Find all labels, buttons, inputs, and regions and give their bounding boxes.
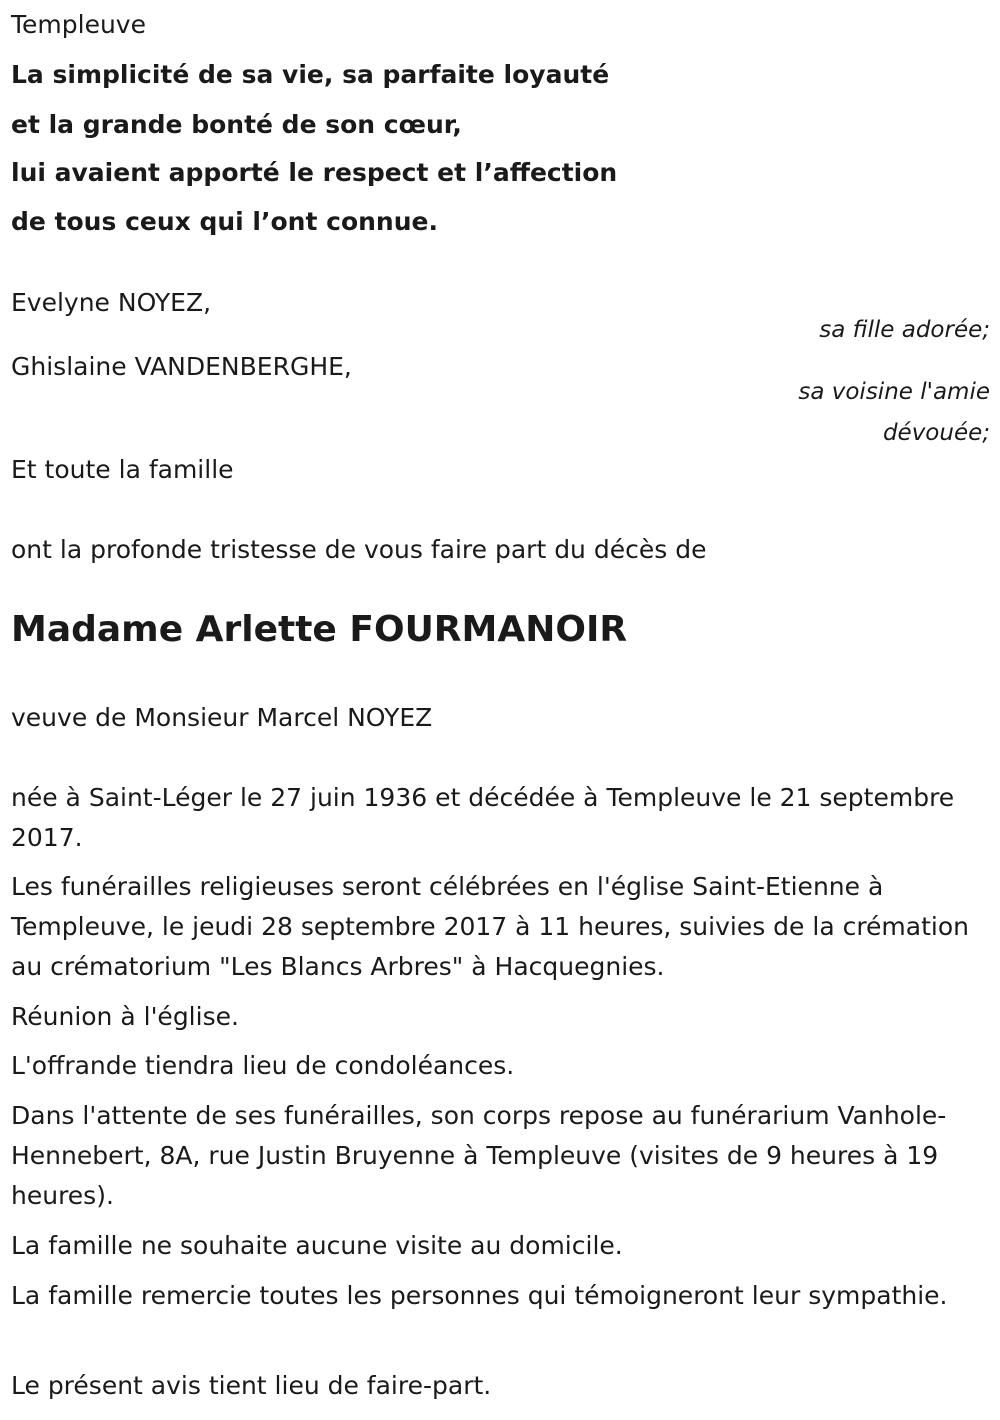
family-others: Et toute la famille — [11, 455, 234, 484]
announcement: ont la profonde tristesse de vous faire part du décès de — [11, 535, 707, 564]
location-header: Templeuve — [11, 10, 146, 39]
family-member-name: Evelyne NOYEZ, — [11, 288, 212, 317]
quote-line: de tous ceux qui l’ont connue. — [11, 207, 438, 236]
meeting-info: Réunion à l'église. — [11, 1002, 239, 1031]
birth-death: née à Saint-Léger le 27 juin 1936 et décédée à Templeuve le 21 septembre 2017. — [11, 783, 955, 852]
quote-line: et la grande bonté de son cœur, — [11, 110, 462, 139]
family-member-relation: dévouée; — [882, 420, 990, 446]
quote-line: La simplicité de sa vie, sa parfaite loyauté — [11, 60, 610, 89]
quote-line: lui avaient apporté le respect et l’affection — [11, 158, 618, 187]
deceased-name: Madame Arlette FOURMANOIR — [11, 609, 628, 650]
thanks-info: La famille remercie toutes les personnes qui témoigneront leur sympathie. — [11, 1281, 948, 1310]
family-member-name: Ghislaine VANDENBERGHE, — [11, 352, 352, 381]
family-member-relation: sa fille adorée; — [819, 317, 990, 343]
funerarium-info: Dans l'attente de ses funérailles, son corps repose au funérarium Vanhole-Hennebert, 8A, rue Justin Bruyenne à Templeuve (visites de 9 heures à 19 heures). — [11, 1101, 947, 1210]
no-visit-info: La famille ne souhaite aucune visite au domicile. — [11, 1231, 623, 1260]
widow-of: veuve de Monsieur Marcel NOYEZ — [11, 703, 433, 732]
offering-info: L'offrande tiendra lieu de condoléances. — [11, 1051, 515, 1080]
family-member-relation: sa voisine l'amie — [798, 379, 990, 405]
funeral-details: Les funérailles religieuses seront célébrées en l'église Saint-Etienne à Templeuve, le jeudi 28 septembre 2017 à 11 heures, suivies de la crémation au crématorium "Les Blancs Arbres" à Hacquegnies. — [11, 872, 969, 981]
notice-info: Le présent avis tient lieu de faire-part. — [11, 1371, 492, 1400]
